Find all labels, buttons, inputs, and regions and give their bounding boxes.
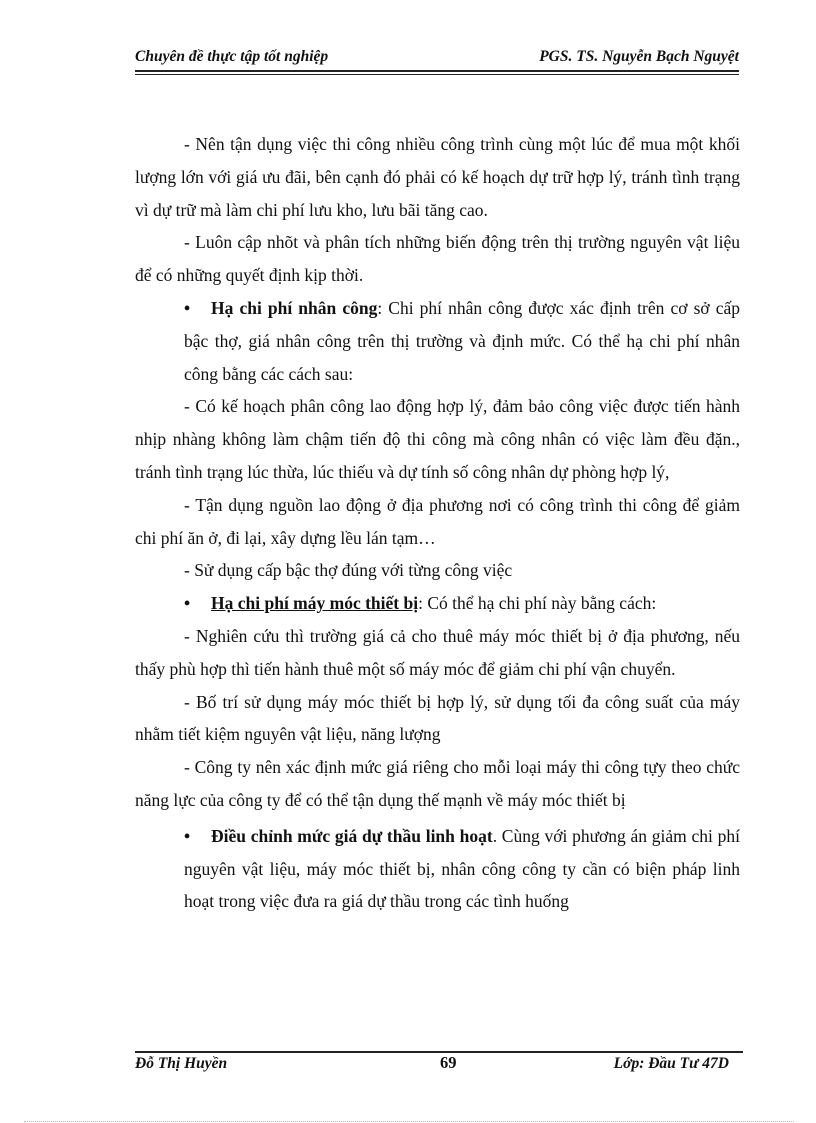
paragraph: - Nên tận dụng việc thi công nhiều công trình cùng một lúc để mua một khối lượng lớn với giá ưu đãi, bên cạnh đó phải có kế hoạch dự trữ hợp lý, tránh tình trạng vì dự trữ mà làm chi phí lưu kho, lưu bãi tăng cao.	[135, 134, 740, 220]
bullet-heading: Hạ chi phí máy móc thiết bị	[211, 593, 419, 614]
header-rule-thin	[135, 74, 739, 75]
bullet-paragraph	[135, 292, 740, 390]
paragraph: - Công ty nên xác định mức giá riêng cho mỗi loại máy thi công tựy theo chức năng lực của công ty để có thể tận dụng thế mạnh về máy móc thiết bị	[135, 757, 740, 810]
bullet-icon: •	[184, 297, 191, 318]
document-body	[135, 128, 740, 918]
paragraph: - Sử dụng cấp bậc thợ đúng với từng công việc	[184, 560, 513, 581]
bullet-text: : Có thể hạ chi phí này bằng cách:	[418, 593, 657, 614]
footer-author: Đỗ Thị Huyền	[135, 1055, 228, 1072]
page-footer	[135, 1055, 743, 1077]
paragraph: - Bố trí sử dụng máy móc thiết bị hợp lý, sử dụng tối đa công suất của máy nhằm tiết kiệm nguyên vật liệu, năng lượng	[135, 691, 740, 745]
footer-rule	[135, 1051, 743, 1053]
page-header	[135, 46, 739, 68]
bullet-text: . Cùng với phương án giảm chi phí nguyên vật liệu, máy móc thiết bị, nhân công công ty cần có biện pháp linh hoạt trong việc đưa ra giá dự thầu trong các tình huống	[184, 825, 740, 912]
bullet-text: : Chi phí nhân công được xác định trên cơ sở cấp bậc thợ, giá nhân công trên thị trường và định mức. Có thể hạ chi phí nhân công bằng các cách sau:	[184, 297, 740, 384]
bullet-paragraph	[135, 587, 740, 620]
header-title: Chuyên đề thực tập tốt nghiệp	[135, 48, 329, 65]
bullet-icon: •	[184, 593, 191, 614]
header-author: PGS. TS. Nguyễn Bạch Nguyệt	[539, 48, 739, 65]
page-number: 69	[440, 1053, 457, 1072]
paragraph: - Luôn cập nhõt và phân tích những biến động trên thị trường nguyên vật liệu để có những quyết định kịp thời.	[135, 232, 740, 286]
bullet-heading: Hạ chi phí nhân công	[211, 297, 378, 318]
paragraph: - Có kế hoạch phân công lao động hợp lý, đảm bảo công việc được tiến hành nhịp nhàng không làm chậm tiến độ thi công mà công nhân có việc làm đều đặn., tránh tình trạng lúc thừa, lúc thiếu và dự tính số công nhân dự phòng hợp lý,	[135, 396, 740, 482]
bullet-icon: •	[184, 825, 191, 846]
bullet-heading: Điều chỉnh mức giá dự thầu linh hoạt	[211, 825, 493, 846]
footer-class: Lớp: Đầu Tư 47D	[613, 1055, 729, 1072]
header-rule	[135, 70, 739, 72]
paragraph: - Tận dụng nguồn lao động ở địa phương nơi có công trình thi công để giảm chi phí ăn ở, đi lại, xây dựng lều lán tạm…	[135, 494, 740, 548]
page-edge	[24, 1121, 794, 1122]
bullet-paragraph	[135, 820, 740, 918]
paragraph: - Nghiên cứu thì trường giá cả cho thuê máy móc thiết bị ở địa phương, nếu thấy phù hợp thì tiến hành thuê một số máy móc để giảm chi phí vận chuyển.	[135, 625, 740, 679]
